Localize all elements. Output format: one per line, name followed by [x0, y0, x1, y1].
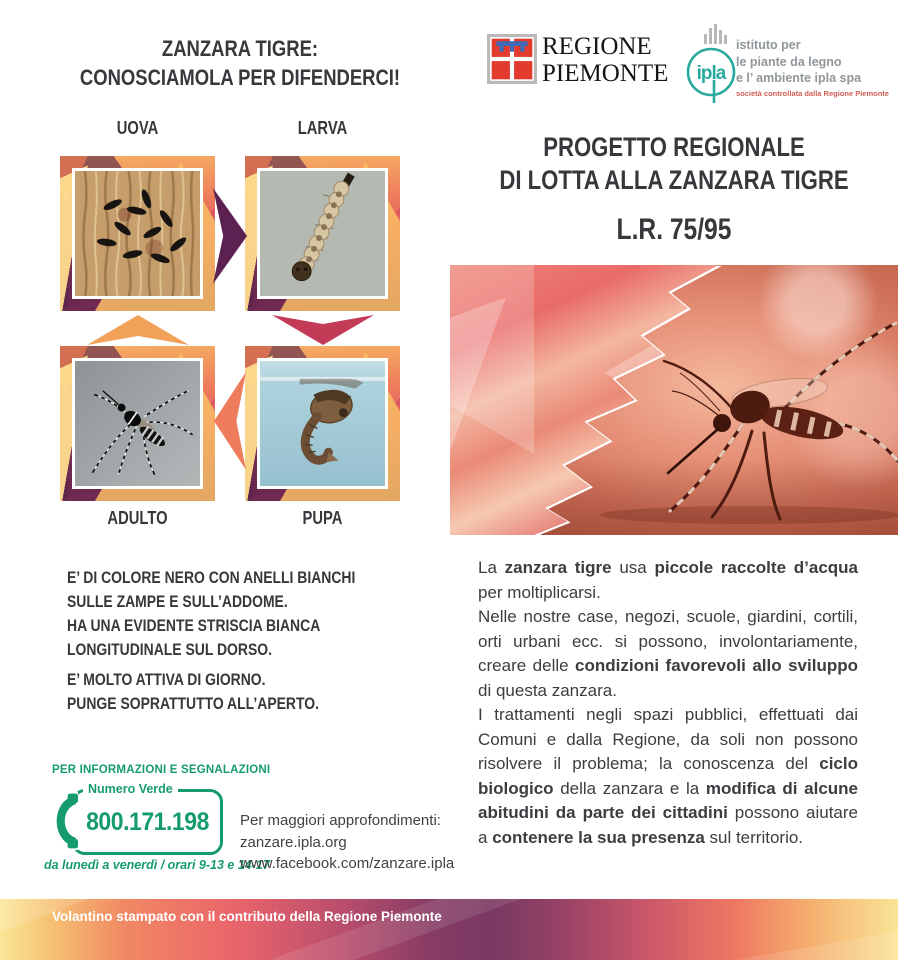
brochure-title-line2: CONOSCIAMOLA PER DIFENDERCI!	[79, 65, 401, 90]
brochure-title-line1: ZANZARA TIGRE:	[161, 36, 319, 61]
arrow-right-icon	[213, 188, 247, 284]
brochure-title	[40, 34, 440, 92]
footer-strip	[0, 899, 898, 960]
description-line: PUNGE SOPRATTUTTO ALL’APERTO.	[67, 694, 319, 713]
eggs-photo-image	[72, 168, 203, 299]
pupa-photo	[245, 346, 400, 501]
project-heading-line2: DI LOTTA ALLA ZANZARA TIGRE	[499, 165, 849, 195]
larva-photo	[245, 156, 400, 311]
description-line: E’ DI COLORE NERO CON ANELLI BIANCHI	[67, 568, 356, 587]
facebook-link: www.facebook.com/zanzare.ipla	[240, 855, 455, 872]
website-link: zanzare.ipla.org	[240, 833, 347, 851]
ipla-logo-subtitle: società controllata dalla Regione Piemonte	[736, 89, 889, 98]
footer-credit-text: Volantino stampato con il contributo della Regione Piemonte	[52, 909, 442, 924]
regione-logo-line2: PIEMONTE	[542, 60, 669, 87]
more-info-intro: Per maggiori approfondimenti:	[240, 812, 441, 829]
ipla-logo-text	[736, 37, 861, 87]
regione-piemonte-crest-icon	[487, 34, 537, 84]
more-info-links	[240, 810, 454, 875]
pupa-photo-image	[257, 358, 388, 489]
body-text: La zanzara tigre usa piccole raccolte d’acqua per moltiplicarsi. Nelle nostre case, negozi, scuole, giardini, cortili, orti urbani ecc. si possono, involontariamente, creare delle condizioni favorevoli allo sviluppo di questa zanzara. I trattamenti negli spazi pubblici, effettuati dai Comuni e dalla Regione, da soli non possono risolvere il problema; la conoscenza del ciclo biologico della zanzara e la modifica di alcune abitudini da parte dei cittadini possono aiutare a contenere la sua presenza sul territorio.	[478, 558, 859, 847]
description-line: LONGITUDINALE SUL DORSO.	[67, 640, 272, 659]
phone-handset-icon	[44, 792, 78, 850]
stage-label-pupa: PUPA	[302, 508, 343, 528]
tiger-mosquito-hero-photo	[450, 265, 898, 535]
arrow-up-icon	[87, 315, 189, 345]
eggs-photo	[60, 156, 215, 311]
numero-verde-label: Numero Verde	[83, 782, 178, 796]
stage-label-uova: UOVA	[116, 118, 159, 138]
adult-mosquito-photo	[60, 346, 215, 501]
description-line: HA UNA EVIDENTE STRISCIA BIANCA	[67, 616, 321, 635]
contact-header: PER INFORMAZIONI E SEGNALAZIONI	[52, 764, 271, 776]
ipla-text-line2: le piante da legno	[736, 54, 842, 69]
regione-logo-line1: REGIONE	[542, 33, 652, 60]
ipla-circle-logo-icon	[684, 22, 740, 106]
regione-piemonte-logo-text	[542, 33, 668, 87]
stage-label-larva: LARVA	[297, 118, 348, 138]
larva-photo-image	[257, 168, 388, 299]
law-reference: L.R. 75/95	[616, 213, 732, 246]
description-line: SULLE ZAMPE E SULL’ADDOME.	[67, 592, 288, 611]
numero-verde-box	[72, 782, 223, 855]
project-heading	[450, 131, 898, 197]
ipla-text-line3: e l’ ambiente ipla spa	[736, 71, 862, 85]
adult-mosquito-photo-image	[72, 358, 203, 489]
geometric-shards-decoration	[450, 265, 730, 535]
phone-number: 800.171.198	[86, 807, 209, 836]
contact-hours: da lunedì a venerdì / orari 9-13 e 14-17	[44, 858, 270, 872]
description-line: E’ MOLTO ATTIVA DI GIORNO.	[67, 670, 266, 689]
mosquito-habits	[67, 668, 319, 716]
arrow-down-icon	[272, 315, 374, 345]
ipla-text-line1: istituto per	[736, 38, 801, 52]
stage-label-adulto: ADULTO	[107, 508, 168, 528]
svg-text:ipla: ipla	[696, 63, 726, 84]
mosquito-description	[67, 566, 355, 662]
project-heading-line1: PROGETTO REGIONALE	[543, 132, 805, 162]
arrow-left-icon	[214, 372, 246, 470]
